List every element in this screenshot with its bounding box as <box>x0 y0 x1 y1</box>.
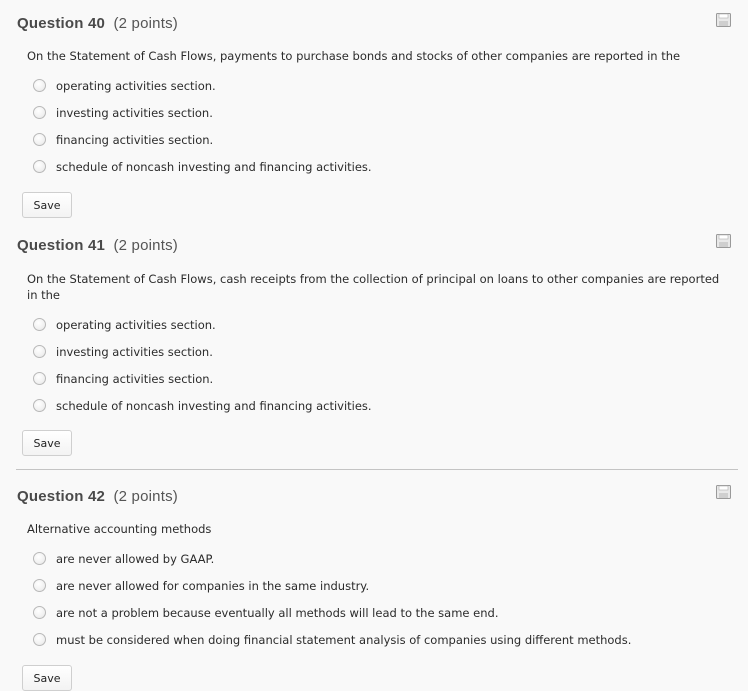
option-label[interactable]: operating activities section. <box>56 318 216 332</box>
question-points: (2 points) <box>113 237 178 254</box>
radio-button[interactable] <box>33 579 46 592</box>
save-icon[interactable] <box>716 233 731 247</box>
save-icon[interactable] <box>716 484 731 498</box>
question-title <box>17 237 178 254</box>
option-label[interactable]: are never allowed by GAAP. <box>56 552 215 566</box>
radio-button[interactable] <box>33 372 46 385</box>
radio-button[interactable] <box>33 318 46 331</box>
radio-button[interactable] <box>33 106 46 119</box>
radio-button[interactable] <box>33 345 46 358</box>
question-number: Question 42 <box>17 488 106 505</box>
question-number: Question 40 <box>17 15 106 32</box>
option-label[interactable]: must be considered when doing financial statement analysis of companies using different methods. <box>56 633 632 647</box>
radio-button[interactable] <box>33 79 46 92</box>
question-number: Question 41 <box>17 237 106 254</box>
option-label[interactable]: financing activities section. <box>56 372 214 386</box>
section-divider <box>16 469 738 470</box>
question-text: On the Statement of Cash Flows, cash receipts from the collection of principal on loans to other companies are reported in the <box>27 272 720 302</box>
question-text: On the Statement of Cash Flows, payments to purchase bonds and stocks of other companies are reported in the <box>27 49 681 63</box>
radio-button[interactable] <box>33 606 46 619</box>
option-label[interactable]: investing activities section. <box>56 106 213 120</box>
radio-button[interactable] <box>33 133 46 146</box>
question-title <box>17 15 178 32</box>
question-title <box>17 488 178 505</box>
radio-button[interactable] <box>33 399 46 412</box>
option-label[interactable]: operating activities section. <box>56 79 216 93</box>
option-label[interactable]: schedule of noncash investing and financing activities. <box>56 399 372 413</box>
question-points: (2 points) <box>113 15 178 32</box>
radio-button[interactable] <box>33 160 46 173</box>
radio-button[interactable] <box>33 633 46 646</box>
save-icon[interactable] <box>716 12 731 26</box>
option-label[interactable]: are never allowed for companies in the same industry. <box>56 579 370 593</box>
save-button[interactable]: Save <box>22 430 72 456</box>
question-points: (2 points) <box>113 488 178 505</box>
option-label[interactable]: investing activities section. <box>56 345 213 359</box>
option-label[interactable]: financing activities section. <box>56 133 214 147</box>
option-label[interactable]: schedule of noncash investing and financing activities. <box>56 160 372 174</box>
option-label[interactable]: are not a problem because eventually all methods will lead to the same end. <box>56 606 499 620</box>
radio-button[interactable] <box>33 552 46 565</box>
question-text: Alternative accounting methods <box>27 522 212 536</box>
save-button[interactable]: Save <box>22 665 72 691</box>
save-button[interactable]: Save <box>22 192 72 218</box>
